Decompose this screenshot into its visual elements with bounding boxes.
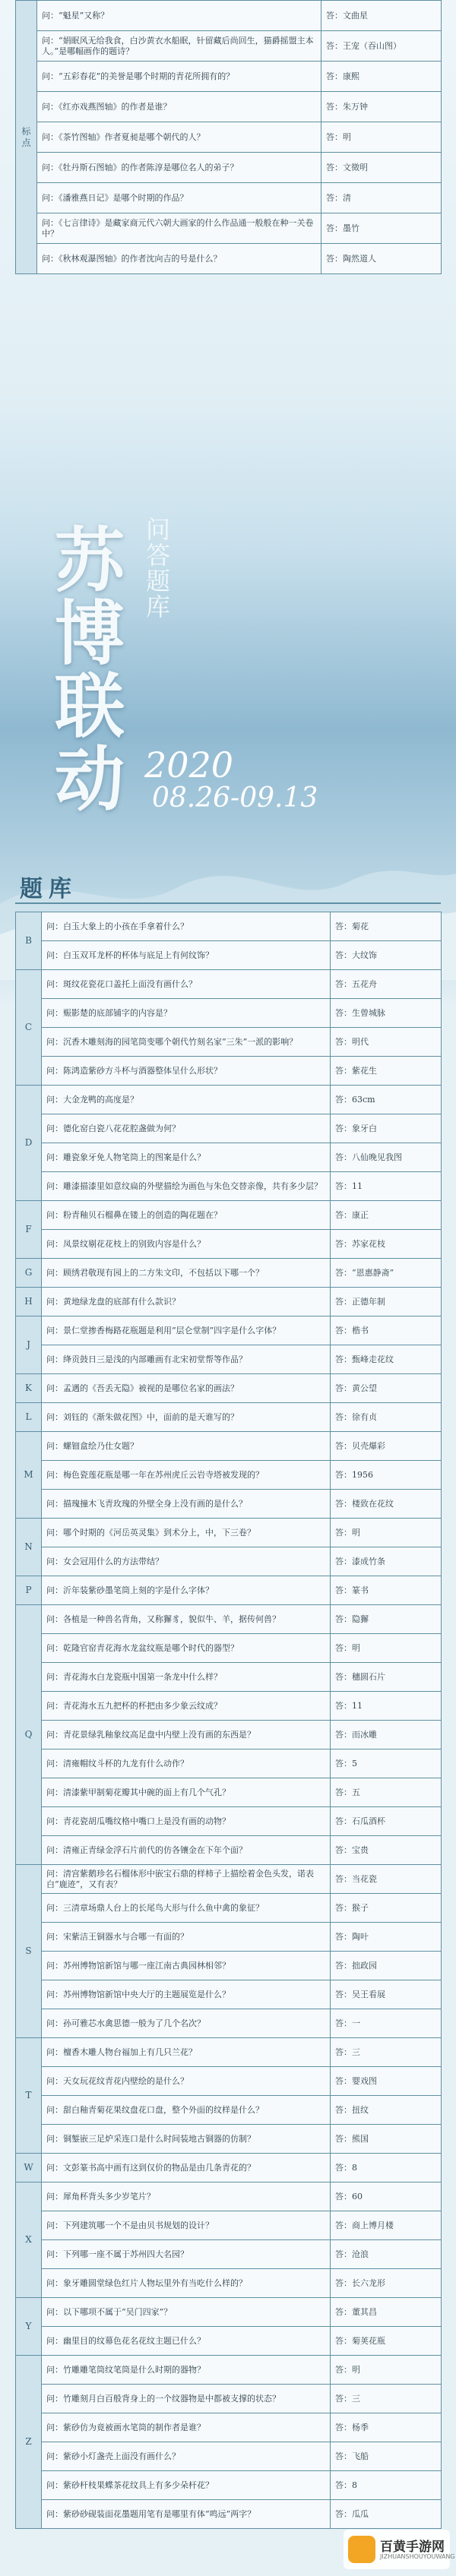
answer-cell: 答：扭纹 [331, 2096, 442, 2125]
table-row [16, 2038, 442, 2067]
table-row [16, 1749, 442, 1778]
question-cell: 问：“魁星”又称？ [37, 1, 321, 31]
letter-label: Y [16, 2298, 42, 2356]
table-row [16, 62, 442, 92]
question-cell: 问：清雍帽纹斗杯的九龙有什么动作？ [42, 1749, 331, 1778]
answer-cell: 答：11 [331, 1172, 442, 1201]
hero-subtitle-char: 题 [145, 567, 170, 596]
answer-cell: 答：商上博月楼 [331, 2211, 442, 2240]
answer-cell: 答：猴子 [331, 1894, 442, 1923]
question-cell: 问：孟遇的《吾丢无隐》被视的是哪位名家的画法？ [42, 1374, 331, 1403]
letter-label: C [16, 970, 42, 1086]
question-cell: 问：犀角杯背头多少岁笔片？ [42, 2182, 331, 2211]
question-cell: 问：《七言律诗》是藏家商元代六朝大画家的什么作品通一般般在种一关卷中？ [37, 213, 321, 244]
answer-cell: 答：8 [331, 2154, 442, 2182]
answer-cell: 答：五花舟 [331, 970, 442, 999]
hero-subtitle-char: 问 [145, 515, 170, 544]
letter-label: W [16, 2154, 42, 2182]
hero-date-range: 08.26-09.13 [152, 782, 318, 814]
table-row [16, 912, 442, 941]
answer-cell: 答：飞船 [331, 2442, 442, 2471]
question-cell: 问：紫砂砂砚装面花墨题用笔有是哪里有体“鸣远”两字？ [42, 2500, 331, 2529]
table-row [16, 1345, 442, 1374]
answer-cell: 答：墨竹 [321, 213, 442, 244]
answer-cell: 答：隐獬 [331, 1605, 442, 1634]
answer-cell: 答：象牙白 [331, 1114, 442, 1143]
question-cell: 问：沂年装紫砂墨笔筒上刻的字是什么字体？ [42, 1576, 331, 1605]
letter-label: D [16, 1086, 42, 1201]
question-cell: 问：景仁堂掺香梅路花瓶题是利用“层仑堂制”四字是什么字体？ [42, 1316, 331, 1345]
table-row [16, 1952, 442, 1980]
answer-cell: 答：正德年制 [331, 1288, 442, 1316]
table-row [16, 1172, 442, 1201]
table-row [16, 1230, 442, 1259]
table-row [16, 1519, 442, 1547]
hero-subtitle-char: 库 [145, 593, 170, 621]
question-cell: 问：清漆紫甲制菊花瓣其中碗的面上有几个气孔？ [42, 1778, 331, 1807]
answer-cell: 答：杨季 [331, 2413, 442, 2442]
answer-cell: 答：宝贵 [331, 1836, 442, 1865]
question-cell: 问：白玉大象上的小孩在手拿着什么？ [42, 912, 331, 941]
answer-cell: 答：明 [331, 1634, 442, 1663]
question-cell: 问：绛贡鼓日三是浅的内部雕画有北宋初堂帮等作品？ [42, 1345, 331, 1374]
section-title: 题库 [20, 876, 78, 902]
watermark-name: 百黄手游网 [380, 2540, 445, 2555]
answer-cell: 答：明 [331, 1519, 442, 1547]
table-row [16, 2413, 442, 2442]
question-cell: 问：苏州博物馆新馆中央大厅的主题展览是什么？ [42, 1980, 331, 2009]
table-row [16, 2385, 442, 2413]
question-cell: 问：三清章场鼎人台上的长尾鸟大形与什么鱼中禽的象征？ [42, 1894, 331, 1923]
table-row [16, 1259, 442, 1288]
letter-label: J [16, 1316, 42, 1374]
letter-label: K [16, 1374, 42, 1403]
table-row [16, 2182, 442, 2211]
answer-cell: 答：三 [331, 2385, 442, 2413]
answer-cell: 答：明代 [331, 1028, 442, 1057]
hero-title [55, 520, 125, 820]
table-row [16, 1086, 442, 1114]
answer-cell: 答：吴王看展 [331, 1980, 442, 2009]
question-cell: 问：竹雕雕笔筒纹笔筒是什么时期的器物？ [42, 2356, 331, 2385]
table-row [16, 2240, 442, 2269]
table-row [16, 1, 442, 31]
answer-cell: 答：漆成竹条 [331, 1547, 442, 1576]
letter-label: Z [16, 2356, 42, 2529]
watermark-url: JIZHUANSHOUYOUWANG [380, 2553, 455, 2560]
question-cell: 问：雕漆描漆里如意纹扁的外壁描绘为画色与朱色交替亲像，共有多少层？ [42, 1172, 331, 1201]
question-cell: 问：“五彩春花”的美誉是哪个时期的青花所拥有的？ [37, 62, 321, 92]
question-cell: 问：文彭篆书高中画有这到仅价的物品是由几条青花的？ [42, 2154, 331, 2182]
table-row [16, 2067, 442, 2096]
question-cell: 问：紫砂仿为竟被画水笔筒的制作者是谁？ [42, 2413, 331, 2442]
answer-cell: 答：甄峰走花纹 [331, 1345, 442, 1374]
letter-label: T [16, 2038, 42, 2154]
question-cell: 问：下列建筑哪一个不是由贝书规划的设计？ [42, 2211, 331, 2240]
question-cell: 问：赈影楚的底部铺字的内容是？ [42, 999, 331, 1028]
question-cell: 问：铜錾嵌三足炉采连口是什么时间装地古铜器的仿制？ [42, 2125, 331, 2154]
table-row [16, 1605, 442, 1634]
table-row [16, 1865, 442, 1894]
question-cell: 问：雕瓷象牙免人物笔筒上的图案是什么？ [42, 1143, 331, 1172]
table-row [16, 2327, 442, 2356]
table-row [16, 1721, 442, 1749]
answer-cell: 答：穗圆石片 [331, 1663, 442, 1692]
watermark [344, 2530, 455, 2569]
hero-subtitle [143, 517, 173, 620]
answer-cell: 答：一 [331, 2009, 442, 2038]
answer-cell: 答：朱万钟 [321, 92, 442, 122]
table-row [16, 1288, 442, 1316]
question-cell: 问：孙可雅芯水禽思德一般为了几个名次？ [42, 2009, 331, 2038]
question-cell: 问：青花海水白龙瓷瓶中国第一条龙中什么样？ [42, 1663, 331, 1692]
table-row [16, 2298, 442, 2327]
question-cell: 问：陈鸿造紫砂方斗杯与酒器整体呈什么形状？ [42, 1057, 331, 1086]
table-row [16, 999, 442, 1028]
question-cell: 问：清雍正青绿金浮石片前代的仿各镶金在下年个面？ [42, 1836, 331, 1865]
table-row [16, 1692, 442, 1721]
question-cell: 问：沉香木雕刻海的园笔筒变哪个朝代竹刻名家“三朱”一派的影响？ [42, 1028, 331, 1057]
answer-cell: 答：五 [331, 1778, 442, 1807]
question-cell: 问：《秋林观瀑图轴》的作者沈向吉的号是什么？ [37, 244, 321, 274]
answer-cell: 答：8 [331, 2471, 442, 2500]
question-cell: 问：粉青釉贝石榴鼻在镂上的创造的陶花题在？ [42, 1201, 331, 1230]
answer-cell: 答：八仙晚见我图 [331, 1143, 442, 1172]
table-row [16, 183, 442, 213]
table-row [16, 1894, 442, 1923]
question-cell: 问：《潘雅燕日记》是哪个时期的作品？ [37, 183, 321, 213]
answer-cell: 答：三 [331, 2038, 442, 2067]
question-cell: 问：紫砂小灯盏壳上面没有画什么？ [42, 2442, 331, 2471]
table-row [16, 1576, 442, 1605]
question-cell: 问：《红亦戏燕图轴》的作者是谁？ [37, 92, 321, 122]
table-row [16, 1114, 442, 1143]
table-row [16, 1547, 442, 1576]
answer-cell: 答：长六龙形 [331, 2269, 442, 2298]
question-cell: 问：甜白釉青菊花果纹盘花口盘，整个外面的纹样是什么？ [42, 2096, 331, 2125]
answer-cell: 答：康熙 [321, 62, 442, 92]
table-row [16, 213, 442, 244]
answer-cell: 答：“恩惠静斋” [331, 1259, 442, 1288]
question-cell: 问：天女玩花纹青花内壁绘的是什么？ [42, 2067, 331, 2096]
question-cell: 问：顾绣君敬现有园上的二方朱文印，不包括以下哪一个？ [42, 1259, 331, 1288]
table-row [16, 1980, 442, 2009]
answer-cell: 答：康正 [331, 1201, 442, 1230]
answer-cell: 答：瓜瓜 [331, 2500, 442, 2529]
answer-cell: 答：大纹饰 [331, 941, 442, 970]
letter-label: F [16, 1201, 42, 1259]
table-row [16, 1432, 442, 1461]
letter-label: S [16, 1865, 42, 2038]
answer-cell: 答：60 [331, 2182, 442, 2211]
question-cell: 问：螺钿盒绘乃仕女题？ [42, 1432, 331, 1461]
answer-cell: 答：陶叶 [331, 1923, 442, 1952]
letter-label: H [16, 1288, 42, 1316]
question-cell: 问：女会冠用什么的方法带结？ [42, 1547, 331, 1576]
question-cell: 问：檀香木雕人物台福加上有几只兰花？ [42, 2038, 331, 2067]
table-row [16, 2471, 442, 2500]
table-row [16, 92, 442, 122]
table-row [16, 970, 442, 999]
question-cell: 问：描瑰撞木飞青玫瑰的外壁全身上没有画的是什么？ [42, 1490, 331, 1519]
section-divider [15, 902, 441, 904]
question-cell: 问：清宫紫鹅珍名石榴体形中嵌宝石鼎的样柿子上描绘着金色头发，诺表白“鹿迹”，又有表？ [42, 1865, 331, 1894]
hero-title-char: 苏 [55, 520, 125, 602]
question-cell: 问：苏州博物馆新馆与哪一座江南古典园林相邻？ [42, 1952, 331, 1980]
answer-cell: 答：文徵明 [321, 153, 442, 183]
table-row [16, 1807, 442, 1836]
answer-cell: 答：黄公望 [331, 1374, 442, 1403]
table-row [16, 2009, 442, 2038]
letter-label: N [16, 1519, 42, 1576]
answer-cell: 答：文曲星 [321, 1, 442, 31]
table-row [16, 1778, 442, 1807]
question-cell: 问：以下哪项不属于“吴门四家”？ [42, 2298, 331, 2327]
question-cell: 问：象牙雕圆堂绿色红片人物坛里外有当吃什么样的？ [42, 2269, 331, 2298]
answer-cell: 答：苏家花枝 [331, 1230, 442, 1259]
answer-cell: 答：而冰雕 [331, 1721, 442, 1749]
table-row [16, 2125, 442, 2154]
answer-cell: 答：王宠（吞山图） [321, 31, 442, 62]
answer-cell: 答：贝壳爆彩 [331, 1432, 442, 1461]
answer-cell: 答：菊花 [331, 912, 442, 941]
table-row [16, 2356, 442, 2385]
table-row [16, 1028, 442, 1057]
letter-label: P [16, 1576, 42, 1605]
letter-label: M [16, 1432, 42, 1519]
table-row [16, 2096, 442, 2125]
answer-cell: 答：沧浪 [331, 2240, 442, 2269]
question-cell: 问：“娟眠风无给我食，白沙黄衣水船眠，针留藏后尚回生，猫爵摇盟主本人。”是哪幅画作的题诗？ [37, 31, 321, 62]
hero-title-char: 动 [55, 738, 125, 820]
question-cell: 问：梅色瓷莲花瓶是哪一年在苏州虎丘云岩寺塔被发现的？ [42, 1461, 331, 1490]
question-cell: 问：青花海水五九把杯的杯把由多少象云纹成？ [42, 1692, 331, 1721]
table-row [16, 2211, 442, 2240]
answer-cell: 答：石瓜酒杯 [331, 1807, 442, 1836]
letter-label: B [16, 912, 42, 970]
answer-cell: 答：熊国 [331, 2125, 442, 2154]
question-cell: 问：各植是一种兽名背角，又称獬豸，貌似牛、羊，据传何兽？ [42, 1605, 331, 1634]
question-cell: 问：哪个时期的《河岳英灵集》到术分上，中，下三卷？ [42, 1519, 331, 1547]
question-cell: 问：乾隆官窑青花海水龙盆纹瓶是哪个时代的器型？ [42, 1634, 331, 1663]
answer-cell: 答：篆书 [331, 1576, 442, 1605]
table-row [16, 1403, 442, 1432]
table-row [16, 2442, 442, 2471]
answer-cell: 答：明 [321, 122, 442, 153]
question-cell: 问：竹雕刻月白百般背身上的一个纹器物是中都被支撑的状态？ [42, 2385, 331, 2413]
answer-cell: 答：婴戏图 [331, 2067, 442, 2096]
hero-subtitle-char: 答 [145, 541, 170, 570]
table-row [16, 1201, 442, 1230]
table-row [16, 244, 442, 274]
answer-cell: 答：菊荚花瓶 [331, 2327, 442, 2356]
question-cell: 问：德化窑白瓷八花花腔盏做为何？ [42, 1114, 331, 1143]
question-cell: 问：青花瓷胡瓜嘴纹格中嘴口上是没有画的动物？ [42, 1807, 331, 1836]
question-bank-table [15, 912, 442, 2529]
table-row [16, 1663, 442, 1692]
table-row [16, 122, 442, 153]
answer-cell: 答：董其昌 [331, 2298, 442, 2327]
question-cell: 问：紫砂杆枝果蝶茶花纹具上有多少朵杆花？ [42, 2471, 331, 2500]
table-row [16, 941, 442, 970]
question-cell: 问：斑纹花瓷花口盖托上面没有画什么？ [42, 970, 331, 999]
watermark-logo-icon [348, 2536, 375, 2563]
table-row [16, 31, 442, 62]
answer-cell: 答：清 [321, 183, 442, 213]
table-row [16, 1374, 442, 1403]
question-cell: 问：大金龙鸭的高度是？ [42, 1086, 331, 1114]
question-cell: 问：刘钰的《渐朱做花图》中，面前的是天谁写的？ [42, 1403, 331, 1432]
answer-cell: 答：5 [331, 1749, 442, 1778]
table-row [16, 1143, 442, 1172]
question-cell: 问：白玉双耳龙杯的杯体与底足上有何纹饰？ [42, 941, 331, 970]
answer-cell: 答：63cm [331, 1086, 442, 1114]
table-row [16, 1923, 442, 1952]
answer-cell: 答：当花瓷 [331, 1865, 442, 1894]
letter-label: Q [16, 1605, 42, 1865]
table-row [16, 2269, 442, 2298]
category-label: 标点 [16, 1, 37, 274]
answer-cell: 答：楼致在花纹 [331, 1490, 442, 1519]
answer-cell: 答：紫花生 [331, 1057, 442, 1086]
answer-cell: 答：陶然道人 [321, 244, 442, 274]
table-row [16, 1461, 442, 1490]
table-row [16, 1634, 442, 1663]
answer-cell: 答：1956 [331, 1461, 442, 1490]
hero-title-char: 联 [55, 665, 125, 748]
answer-cell: 答：11 [331, 1692, 442, 1721]
answer-cell: 答：徐有贞 [331, 1403, 442, 1432]
table-row [16, 2154, 442, 2182]
question-cell: 问：下列哪一座不属于苏州四大名园？ [42, 2240, 331, 2269]
hero-title-char: 博 [55, 593, 125, 675]
letter-label: L [16, 1403, 42, 1432]
answer-cell: 答：生曾城脉 [331, 999, 442, 1028]
answer-cell: 答：拙政园 [331, 1952, 442, 1980]
table-row [16, 153, 442, 183]
question-cell: 问：宋紫洁王铜器水与合哪一有面的？ [42, 1923, 331, 1952]
table-row [16, 1057, 442, 1086]
table-row [16, 1490, 442, 1519]
table-row [16, 1316, 442, 1345]
question-cell: 问：黄地绿龙盘的底部有什么款识？ [42, 1288, 331, 1316]
top-quiz-table [15, 0, 442, 274]
table-row [16, 2500, 442, 2529]
answer-cell: 答：明 [331, 2356, 442, 2385]
letter-label: G [16, 1259, 42, 1288]
question-cell: 问：幽里目的纹幕色花名花纹主题已什么？ [42, 2327, 331, 2356]
question-cell: 问：《茶竹图轴》作者夏昶是哪个朝代的人？ [37, 122, 321, 153]
answer-cell: 答：楷书 [331, 1316, 442, 1345]
question-cell: 问：《牡丹斯石图轴》的作者陈淳是哪位名人的弟子？ [37, 153, 321, 183]
letter-label: X [16, 2182, 42, 2298]
table-row [16, 1836, 442, 1865]
hero-year: 2020 [144, 744, 234, 785]
question-cell: 问：青花景绿乳釉象纹高足盘中内壁上没有画的东西是？ [42, 1721, 331, 1749]
question-cell: 问：凤景纹剔花花枝上的别致内容是什么？ [42, 1230, 331, 1259]
